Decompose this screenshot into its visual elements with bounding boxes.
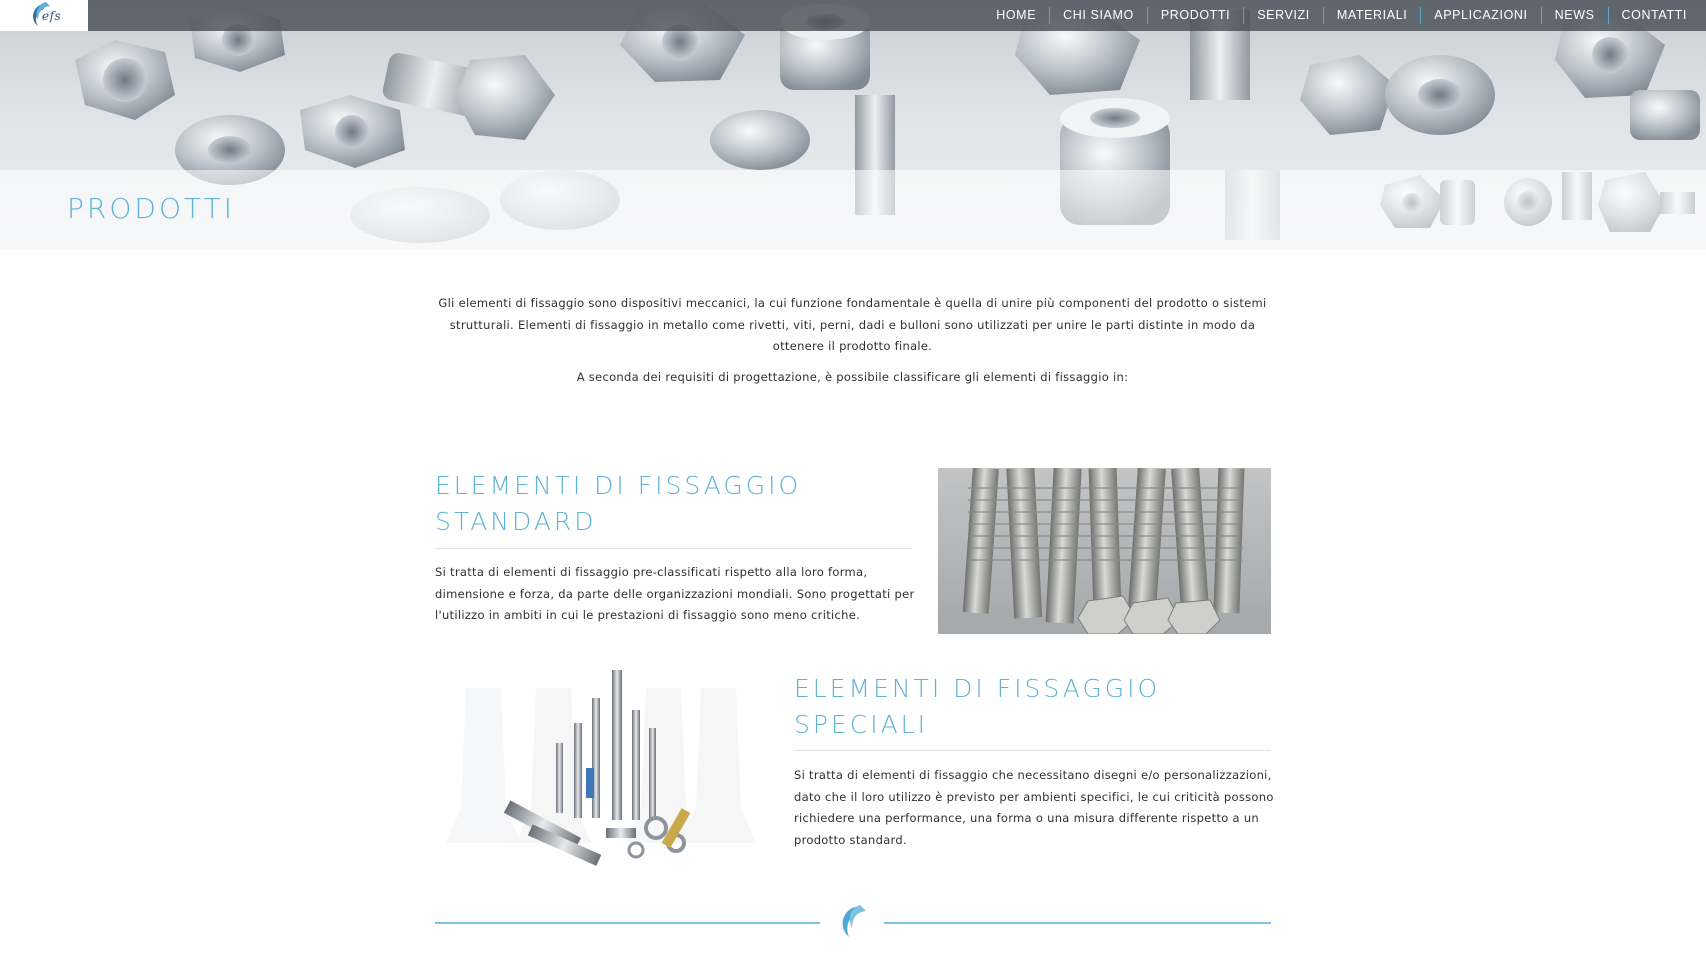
section-divider bbox=[794, 750, 1271, 751]
nav-contatti[interactable]: CONTATTI bbox=[1608, 7, 1700, 24]
section-title-line: STANDARD bbox=[435, 507, 597, 536]
section-title-line: SPECIALI bbox=[794, 710, 928, 739]
nav-materiali[interactable]: MATERIALI bbox=[1323, 7, 1420, 24]
hero-banner bbox=[0, 0, 1706, 250]
site-logo[interactable] bbox=[0, 0, 88, 31]
main-nav bbox=[88, 0, 1706, 31]
footer-divider-left bbox=[435, 922, 820, 924]
intro-paragraph-classification: A seconda dei requisiti di progettazione, è possibile classificare gli elementi di fissaggio in: bbox=[576, 369, 1129, 384]
standard-bolts-image bbox=[938, 468, 1271, 634]
special-fasteners-image bbox=[446, 668, 756, 873]
section-divider bbox=[435, 548, 912, 549]
intro-paragraph: Gli elementi di fissaggio sono dispositivi meccanici, la cui funzione fondamentale è quella di unire più componenti del prodotto o sistemi strutturali. Elementi di fissaggio in metallo come rivetti, viti, perni, dadi e bulloni sono utilizzati per unire le parti distinte in modo da ottenere il prodotto finale. bbox=[438, 296, 1267, 353]
section-title-line: ELEMENTI DI FISSAGGIO bbox=[794, 674, 1161, 703]
hero-title-band bbox=[0, 170, 1706, 250]
page-title: PRODOTTI bbox=[67, 192, 235, 225]
nav-news[interactable]: NEWS bbox=[1541, 7, 1608, 24]
section-title-speciali bbox=[794, 671, 1274, 743]
nav-applicazioni[interactable]: APPLICAZIONI bbox=[1420, 7, 1540, 24]
nav-servizi[interactable]: SERVIZI bbox=[1243, 7, 1323, 24]
section-title-standard bbox=[435, 468, 915, 540]
nav-prodotti[interactable]: PRODOTTI bbox=[1147, 7, 1243, 24]
logo-text: efs bbox=[42, 9, 62, 23]
intro-text bbox=[435, 293, 1270, 388]
nav-chi-siamo[interactable]: CHI SIAMO bbox=[1049, 7, 1147, 24]
footer-divider-right bbox=[884, 922, 1271, 924]
swirl-logo-icon bbox=[833, 903, 873, 943]
section-text-standard: Si tratta di elementi di fissaggio pre-classificati rispetto alla loro forma, dimensione e forza, da parte delle organizzazioni mondiali. Sono progettati per l'utilizzo in ambiti in cui le prestazioni di fissaggio sono meno critiche. bbox=[435, 565, 915, 622]
section-title-line: ELEMENTI DI FISSAGGIO bbox=[435, 471, 802, 500]
section-text-speciali: Si tratta di elementi di fissaggio che necessitano disegni e/o personalizzazioni, dato che il loro utilizzo è previsto per ambienti specifici, le cui criticità possono richiedere una performance, una forma o una misura differente rispetto a un prodotto standard. bbox=[794, 768, 1274, 847]
nav-home[interactable]: HOME bbox=[996, 8, 1037, 22]
